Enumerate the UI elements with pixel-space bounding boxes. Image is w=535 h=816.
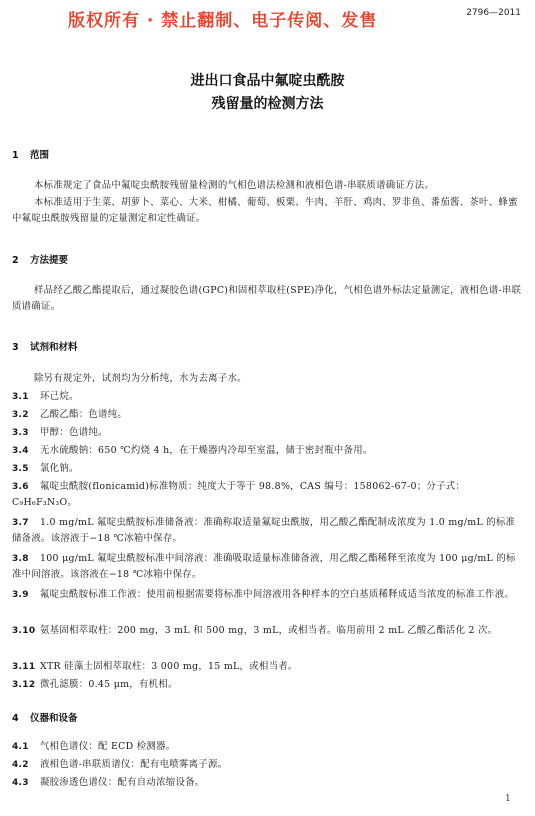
paragraph: 除另有规定外，试剂均为分析纯，水为去离子水。	[34, 373, 247, 384]
section-heading-apparatus	[12, 710, 78, 724]
section-heading-scope	[12, 147, 49, 161]
list-item	[12, 739, 524, 755]
doc-title-line2: 残留量的检测方法	[211, 96, 324, 112]
list-item	[12, 677, 524, 693]
list-item	[12, 479, 524, 511]
list-item	[12, 757, 524, 773]
item-number: 3.8	[12, 554, 29, 564]
item-text: 氯化钠。	[40, 463, 79, 474]
standard-code: 2796—2011	[466, 8, 521, 18]
list-item	[12, 425, 524, 441]
item-text: 无水硫酸钠：650 ℃灼烧 4 h，在干燥器内冷却至室温，储于密封瓶中备用。	[40, 445, 373, 456]
section-heading-principle	[12, 252, 68, 266]
paragraph: 本标准规定了食品中氟啶虫酰胺残留量检测的气相色谱法检测和液相色谱-串联质谱确证方法。	[34, 180, 435, 191]
section-title: 方法提要	[30, 255, 69, 266]
list-item	[12, 587, 524, 603]
item-text: 氟啶虫酰胺(flonicamid)标准物质：纯度大于等于 98.8%，CAS 编号：158062-67-0；分子式：C₉H₆F₃N₃O。	[12, 481, 466, 508]
section-number: 1	[12, 150, 19, 161]
paragraph: 本标准适用于生菜、胡萝卜、菜心、大米、柑橘、葡萄、板栗、牛肉、羊肝、鸡肉、罗非鱼、番茄酱、茶叶、蜂蜜中氟啶虫酰胺残留量的定量测定和定性确证。	[12, 197, 518, 224]
item-number: 3.9	[12, 590, 29, 600]
item-text: 氟啶虫酰胺标准工作液：使用前根据需要将标准中间溶液用各种样本的空白基质稀释成适当浓度的标准工作液。	[40, 589, 515, 600]
list-item	[12, 443, 524, 459]
item-text: 100 μg/mL 氟啶虫酰胺标准中间溶液：准确吸取适量标准储备液，用乙酸乙酯稀释至浓度为 100 μg/mL 的标准中间溶液。该溶液在−18 ℃冰箱中保存。	[12, 553, 516, 580]
item-number: 4.2	[12, 760, 29, 770]
copyright-watermark: 版权所有 · 禁止翻制、电子传阅、发售	[68, 11, 378, 31]
item-number: 3.2	[12, 410, 29, 420]
item-number: 3.7	[12, 518, 29, 528]
section-heading-reagents	[12, 339, 78, 353]
list-item	[12, 623, 524, 639]
section-title: 仪器和设备	[30, 713, 78, 724]
section-title: 范围	[30, 150, 50, 161]
list-item	[12, 515, 524, 547]
item-number: 3.6	[12, 482, 29, 492]
item-number: 3.3	[12, 428, 29, 438]
item-text: 微孔滤膜：0.45 μm，有机相。	[40, 679, 178, 690]
item-text: 环己烷。	[40, 391, 79, 402]
section-title: 试剂和材料	[30, 342, 78, 353]
item-number: 3.10	[12, 626, 36, 636]
list-item	[12, 407, 524, 423]
item-number: 3.11	[12, 662, 36, 672]
list-item	[12, 389, 524, 405]
list-item	[12, 461, 524, 477]
item-text: 氨基固相萃取柱：200 mg，3 mL 和 500 mg，3 mL，或相当者。临用前用 2 mL 乙酸乙酯活化 2 次。	[40, 625, 498, 636]
doc-title-line1: 进出口食品中氟啶虫酰胺	[190, 73, 345, 89]
item-text: 液相色谱-串联质谱仪：配有电喷雾离子源。	[40, 759, 228, 770]
list-item	[12, 659, 524, 675]
section-number: 3	[12, 342, 19, 353]
item-number: 3.12	[12, 680, 36, 690]
section-number: 4	[12, 713, 19, 724]
item-text: XTR 硅藻土固相萃取柱：3 000 mg，15 mL，或相当者。	[40, 661, 298, 672]
item-number: 3.1	[12, 392, 29, 402]
list-item	[12, 775, 524, 791]
item-number: 4.3	[12, 778, 29, 788]
item-text: 1.0 mg/mL 氟啶虫酰胺标准储备液：准确称取适量氟啶虫酰胺，用乙酸乙酯配制成浓度为 1.0 mg/mL 的标准储备液。该溶液于−18 ℃冰箱中保存。	[12, 517, 516, 544]
page-number: 1	[505, 794, 511, 804]
item-number: 3.5	[12, 464, 29, 474]
list-item	[12, 551, 524, 583]
item-number: 4.1	[12, 742, 29, 752]
item-text: 凝胶渗透色谱仪：配有自动浓缩设备。	[40, 777, 205, 788]
section-number: 2	[12, 255, 19, 266]
item-text: 甲醇：色谱纯。	[40, 427, 108, 438]
item-number: 3.4	[12, 446, 29, 456]
item-text: 乙酸乙酯：色谱纯。	[40, 409, 128, 420]
item-text: 气相色谱仪：配 ECD 检测器。	[40, 741, 176, 752]
paragraph: 样品经乙酸乙酯提取后，通过凝胶色谱(GPC)和固相萃取柱(SPE)净化，气相色谱外标法定量测定，液相色谱-串联质谱确证。	[12, 285, 522, 312]
